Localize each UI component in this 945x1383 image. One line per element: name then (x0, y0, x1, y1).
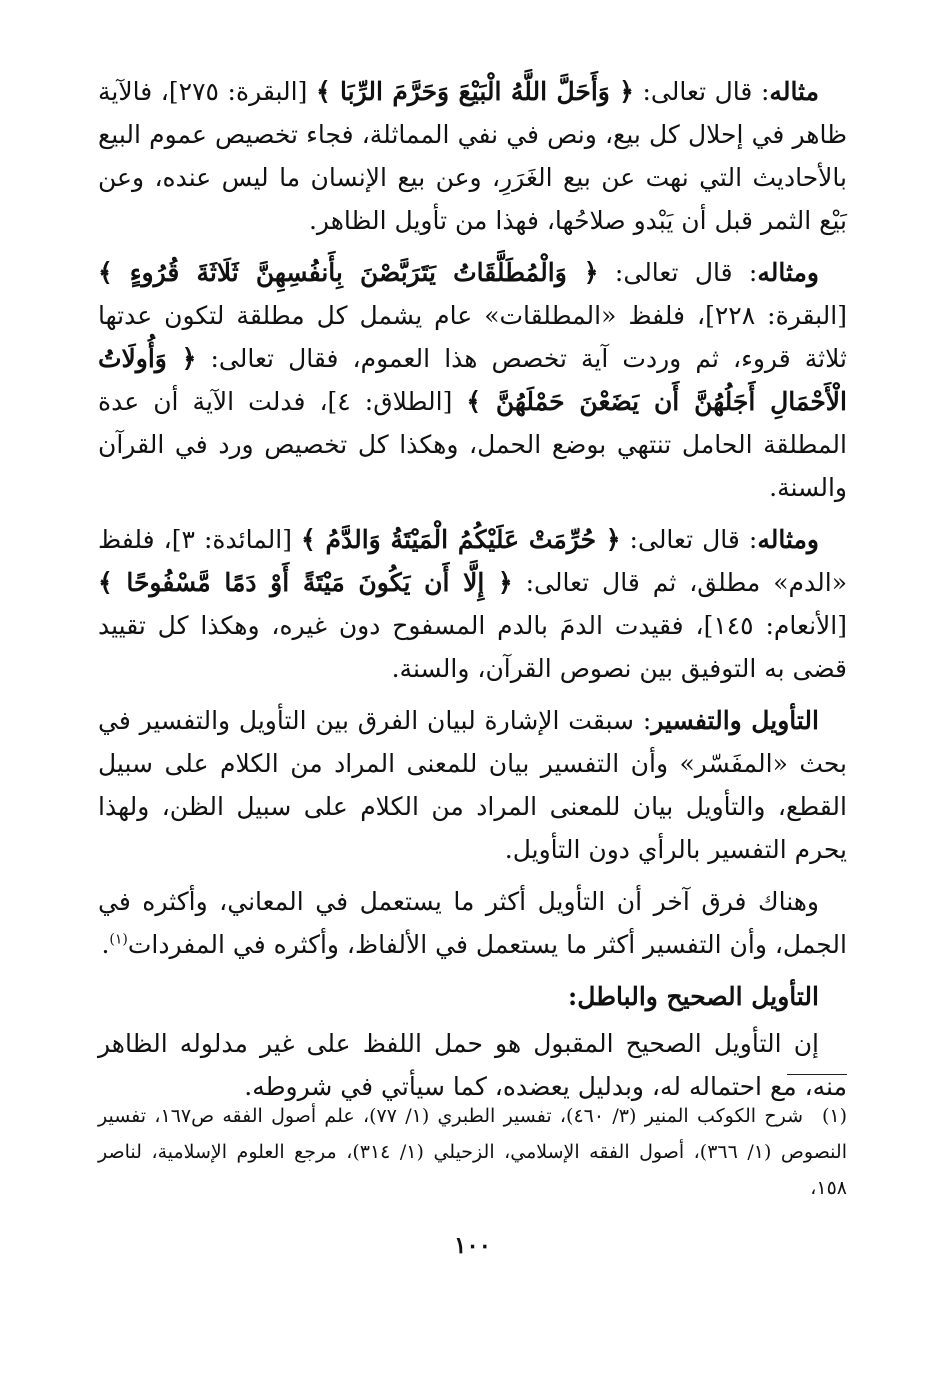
paragraph-difference (98, 880, 847, 966)
paragraph-example-1 (98, 70, 847, 242)
page-body (98, 70, 847, 1117)
paragraph-interpretation (98, 699, 847, 871)
paragraph-closing: إن التأويل الصحيح المقبول هو حمل اللفظ على غير مدلوله الظاهر منه، مع احتماله له، وبدليل يعضده، كما سيأتي في شروطه. (98, 1029, 847, 1101)
quran-verse: ﴿ وَالْمُطَلَّقَاتُ يَتَرَبَّصْنَ بِأَنفُسِهِنَّ ثَلَاثَةَ قُرُوءٍ ﴾ (98, 258, 599, 287)
paragraph-lead: ومثاله (757, 525, 819, 554)
paragraph-text: [البقرة: ٢٧٥]، فالآية ظاهر في إحلال كل بيع، ونص في نفي المماثلة، فجاء تخصيص عموم البيع بالأحاديث التي نهت عن بيع الغَرَرِ، وعن بيع الإنسان ما ليس عنده، وعن بَيْع الثمر قبل أن يَبْدو صلاحُها، فهذا من تأويل الظاهر. (98, 77, 847, 235)
divider-line (787, 1074, 847, 1075)
paragraph-example-2 (98, 251, 847, 509)
footnote-text: شرح الكوكب المنير (٣/ ٤٦٠)، تفسير الطبري (١/ ٧٧)، علم أصول الفقه ص١٦٧، تفسير النصوص (١/ ٣٦٦)، أصول الفقه الإسلامي، الزحيلي (١/ ٣١٤)، مرجع العلوم الإسلامية، لناصر ١٥٨، (98, 1105, 847, 1199)
quran-verse: ﴿ وَأُولَاتُ الْأَحْمَالِ أَجَلُهُنَّ أَن يَضَعْنَ حَمْلَهُنَّ ﴾ (98, 344, 847, 416)
footnote-reference[interactable]: (١) (109, 931, 128, 948)
paragraph-text: [المائدة: ٣]، فلفظ «الدم» مطلق، ثم قال تعالى: (98, 525, 847, 597)
paragraph-text: [البقرة: ٢٢٨]، فلفظ «المطلقات» عام يشمل كل مطلقة لتكون عدتها ثلاثة قروء، ثم وردت آية تخصص هذا العموم، فقال تعالى: (98, 301, 847, 373)
paragraph-example-3 (98, 518, 847, 690)
paragraph-text: : سبقت الإشارة لبيان الفرق بين التأويل والتفسير في بحث «المفَسّر» وأن التفسير بيان للمعنى المراد من الكلام على سبيل القطع، والتأويل بيان للمعنى المراد من الكلام على سبيل الظن، ولهذا يحرم التفسير بالرأي دون التأويل. (98, 706, 847, 864)
quran-verse: ﴿ إِلَّا أَن يَكُونَ مَيْتَةً أَوْ دَمًا مَّسْفُوحًا ﴾ (98, 568, 513, 597)
section-heading: التأويل الصحيح والباطل: (567, 982, 819, 1011)
quran-verse: ﴿ حُرِّمَتْ عَلَيْكُمُ الْمَيْتَةُ وَالدَّمُ ﴾ (301, 525, 621, 554)
paragraph-lead: مثاله (769, 77, 819, 106)
footnote-number: (١) (821, 1105, 847, 1127)
paragraph-text: : قال تعالى: (633, 77, 770, 106)
paragraph-lead: التأويل والتفسير (651, 706, 819, 735)
footnote (98, 1098, 847, 1206)
paragraph-text: وهناك فرق آخر أن التأويل أكثر ما يستعمل في المعاني، وأكثره في الجمل، وأن التفسير أكثر ما يستعمل في الألفاظ، وأكثره في المفردات (98, 887, 847, 959)
paragraph-text: : قال تعالى: (598, 258, 758, 287)
paragraph-text: [الطلاق: ٤]، فدلت الآية أن عدة المطلقة الحامل تنتهي بوضع الحمل، وهكذا كل تخصيص ورد في القرآن والسنة. (98, 387, 847, 502)
paragraph-text: : قال تعالى: (620, 525, 758, 554)
quran-verse: ﴿ وَأَحَلَّ اللَّهُ الْبَيْعَ وَحَرَّمَ الرِّبَا ﴾ (316, 77, 634, 106)
paragraph-text: [الأنعام: ١٤٥]، فقيدت الدمَ بالدم المسفوح دون غيره، وهكذا كل تقييد قضى به التوفيق بين نصوص القرآن، والسنة. (98, 611, 847, 683)
paragraph-text: . (101, 930, 110, 959)
paragraph-lead: ومثاله (757, 258, 820, 287)
page-number: ١٠٠ (453, 1232, 492, 1259)
